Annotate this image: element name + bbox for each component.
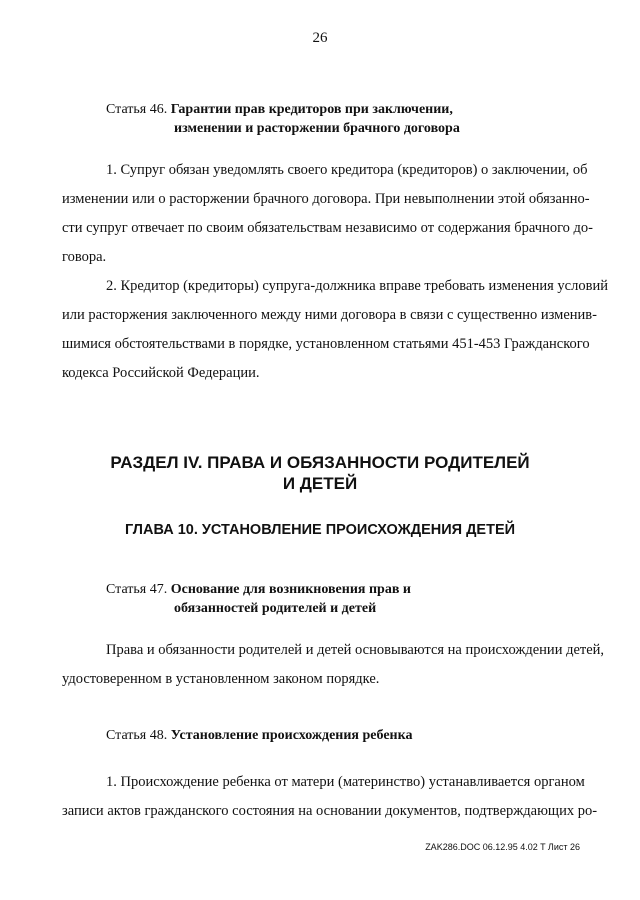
text-line: 1. Супруг обязан уведомлять своего кредитора (кредиторов) о заключении, об [106, 162, 588, 178]
article-46-paragraph-2 [62, 272, 608, 388]
text-line: 2. Кредитор (кредиторы) супруга-должника вправе требовать изменения условий [106, 278, 608, 294]
article-48-heading [106, 726, 412, 745]
section-title-line2: И ДЕТЕЙ [282, 474, 358, 493]
section-title-line1: РАЗДЕЛ IV. ПРАВА И ОБЯЗАННОСТИ РОДИТЕЛЕЙ [110, 453, 530, 472]
text-line: сти супруг отвечает по своим обязательствам независимо от содержания брачного до- [62, 220, 593, 236]
text-line: удостоверенном в установленном законом порядке. [62, 671, 380, 687]
section-title [0, 452, 640, 494]
footer-file-info: ZAK286.DOC 06.12.95 4.02 T Лист 26 [425, 842, 580, 852]
article-46-title-line1: Гарантии прав кредиторов при заключении, [170, 102, 453, 117]
text-line: 1. Происхождение ребенка от матери (материнство) устанавливается органом [106, 774, 585, 790]
text-line: Права и обязанности родителей и детей основываются на происхождении детей, [106, 642, 605, 658]
article-47-heading [106, 580, 411, 618]
article-46-title-line2: изменении и расторжении брачного договора [174, 121, 460, 136]
text-line: шимися обстоятельствами в порядке, установленном статьями 451-453 Гражданского [62, 336, 590, 352]
chapter-title: ГЛАВА 10. УСТАНОВЛЕНИЕ ПРОИСХОЖДЕНИЯ ДЕТЕЙ [124, 522, 516, 538]
text-line: изменении или о расторжении брачного договора. При невыполнении этой обязанно- [62, 191, 590, 207]
article-48-title: Установление происхождения ребенка [170, 728, 413, 743]
text-line: кодекса Российской Федерации. [62, 365, 260, 381]
article-46-paragraph-1 [62, 156, 593, 272]
page-number: 26 [312, 30, 328, 46]
article-47-paragraph-1 [62, 636, 605, 694]
article-47-number: Статья 47. [106, 582, 168, 597]
text-line: записи актов гражданского состояния на основании документов, подтверждающих ро- [62, 803, 598, 819]
article-48-number: Статья 48. [106, 728, 168, 743]
text-line: или расторжения заключенного между ними договора в связи с существенно изменив- [62, 307, 597, 323]
article-48-paragraph-1 [62, 768, 598, 826]
article-46-number: Статья 46. [106, 102, 168, 117]
article-46-heading [106, 100, 460, 138]
article-47-title-line2: обязанностей родителей и детей [174, 601, 377, 616]
article-47-title-line1: Основание для возникновения прав и [170, 582, 411, 597]
text-line: говора. [62, 249, 107, 265]
